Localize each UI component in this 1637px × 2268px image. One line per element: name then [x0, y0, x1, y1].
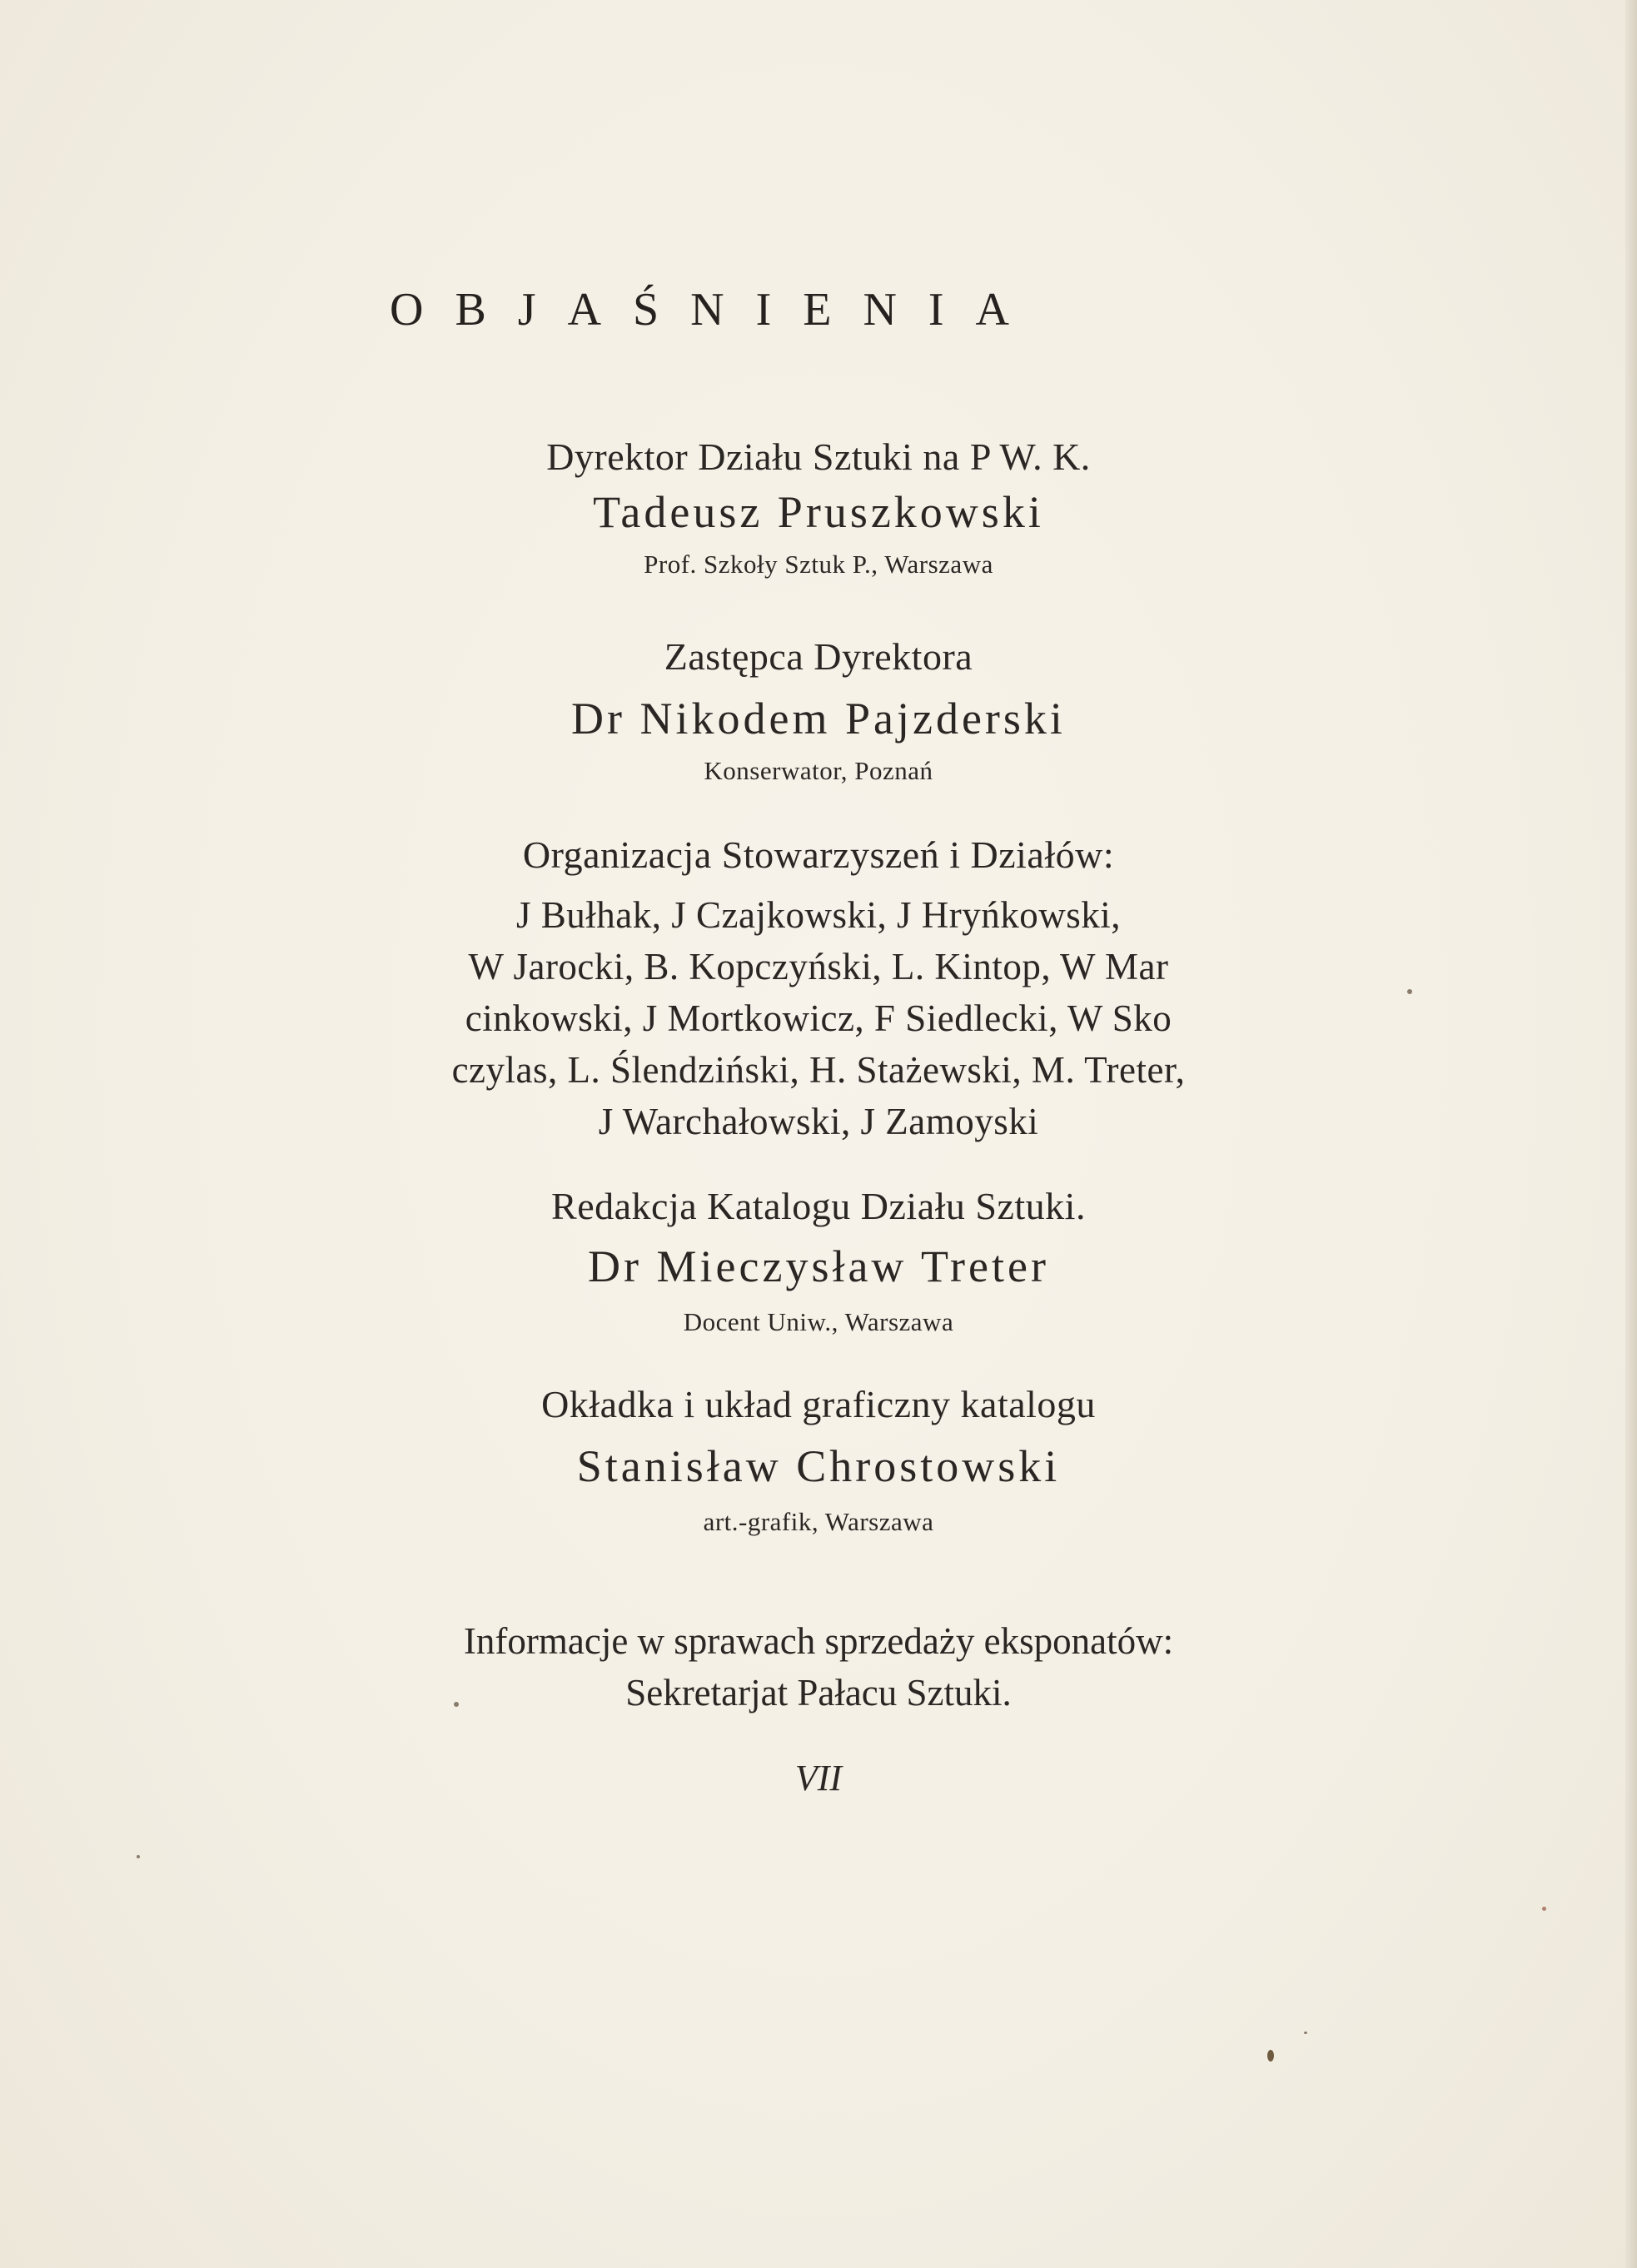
cover-role: Okładka i układ graficzny katalogu: [541, 1383, 1096, 1425]
paper-speck: [1542, 1907, 1546, 1911]
info-line-2: Sekretarjat Pałacu Sztuki.: [625, 1672, 1012, 1713]
paper-speck: [137, 1855, 140, 1858]
organization-member-line: J Warchałowski, J Zamoyski: [598, 1101, 1039, 1142]
page-number: VII: [794, 1758, 843, 1798]
organization-member-line: czylas, L. Ślendziński, H. Stażewski, M. Treter,: [451, 1049, 1186, 1091]
paper-speck: [454, 1702, 459, 1707]
organization-heading: Organizacja Stowarzyszeń i Działów:: [522, 833, 1115, 876]
deputy-role: Zastępca Dyrektora: [664, 635, 973, 678]
deputy-affiliation: Konserwator, Poznań: [704, 756, 933, 785]
page-heading: OBJAŚNIENIA: [390, 284, 1041, 336]
deputy-name: Dr Nikodem Pajzderski: [571, 694, 1066, 744]
info-line-1: Informacje w sprawach sprzedaży eksponatów:: [463, 1620, 1174, 1662]
editorial-affiliation: Docent Uniw., Warszawa: [683, 1307, 954, 1336]
paper-speck: [1407, 989, 1412, 994]
cover-affiliation: art.-grafik, Warszawa: [703, 1507, 934, 1536]
editorial-name: Dr Mieczysław Treter: [588, 1241, 1049, 1291]
director-name: Tadeusz Pruszkowski: [593, 487, 1044, 537]
paper-speck: [1267, 2050, 1274, 2062]
organization-member-line: W Jarocki, B. Kopczyński, L. Kintop, W Mar: [468, 946, 1169, 987]
paper-speck: [1304, 2032, 1307, 2034]
director-role: Dyrektor Działu Sztuki na P W. K.: [546, 435, 1091, 478]
organization-member-line: cinkowski, J Mortkowicz, F Siedlecki, W Sko: [465, 997, 1172, 1039]
organization-member-line: J Bułhak, J Czajkowski, J Hryńkowski,: [516, 894, 1121, 936]
editorial-role: Redakcja Katalogu Działu Sztuki.: [551, 1185, 1086, 1227]
cover-name: Stanisław Chrostowski: [576, 1441, 1061, 1491]
director-affiliation: Prof. Szkoły Sztuk P., Warszawa: [644, 550, 993, 579]
